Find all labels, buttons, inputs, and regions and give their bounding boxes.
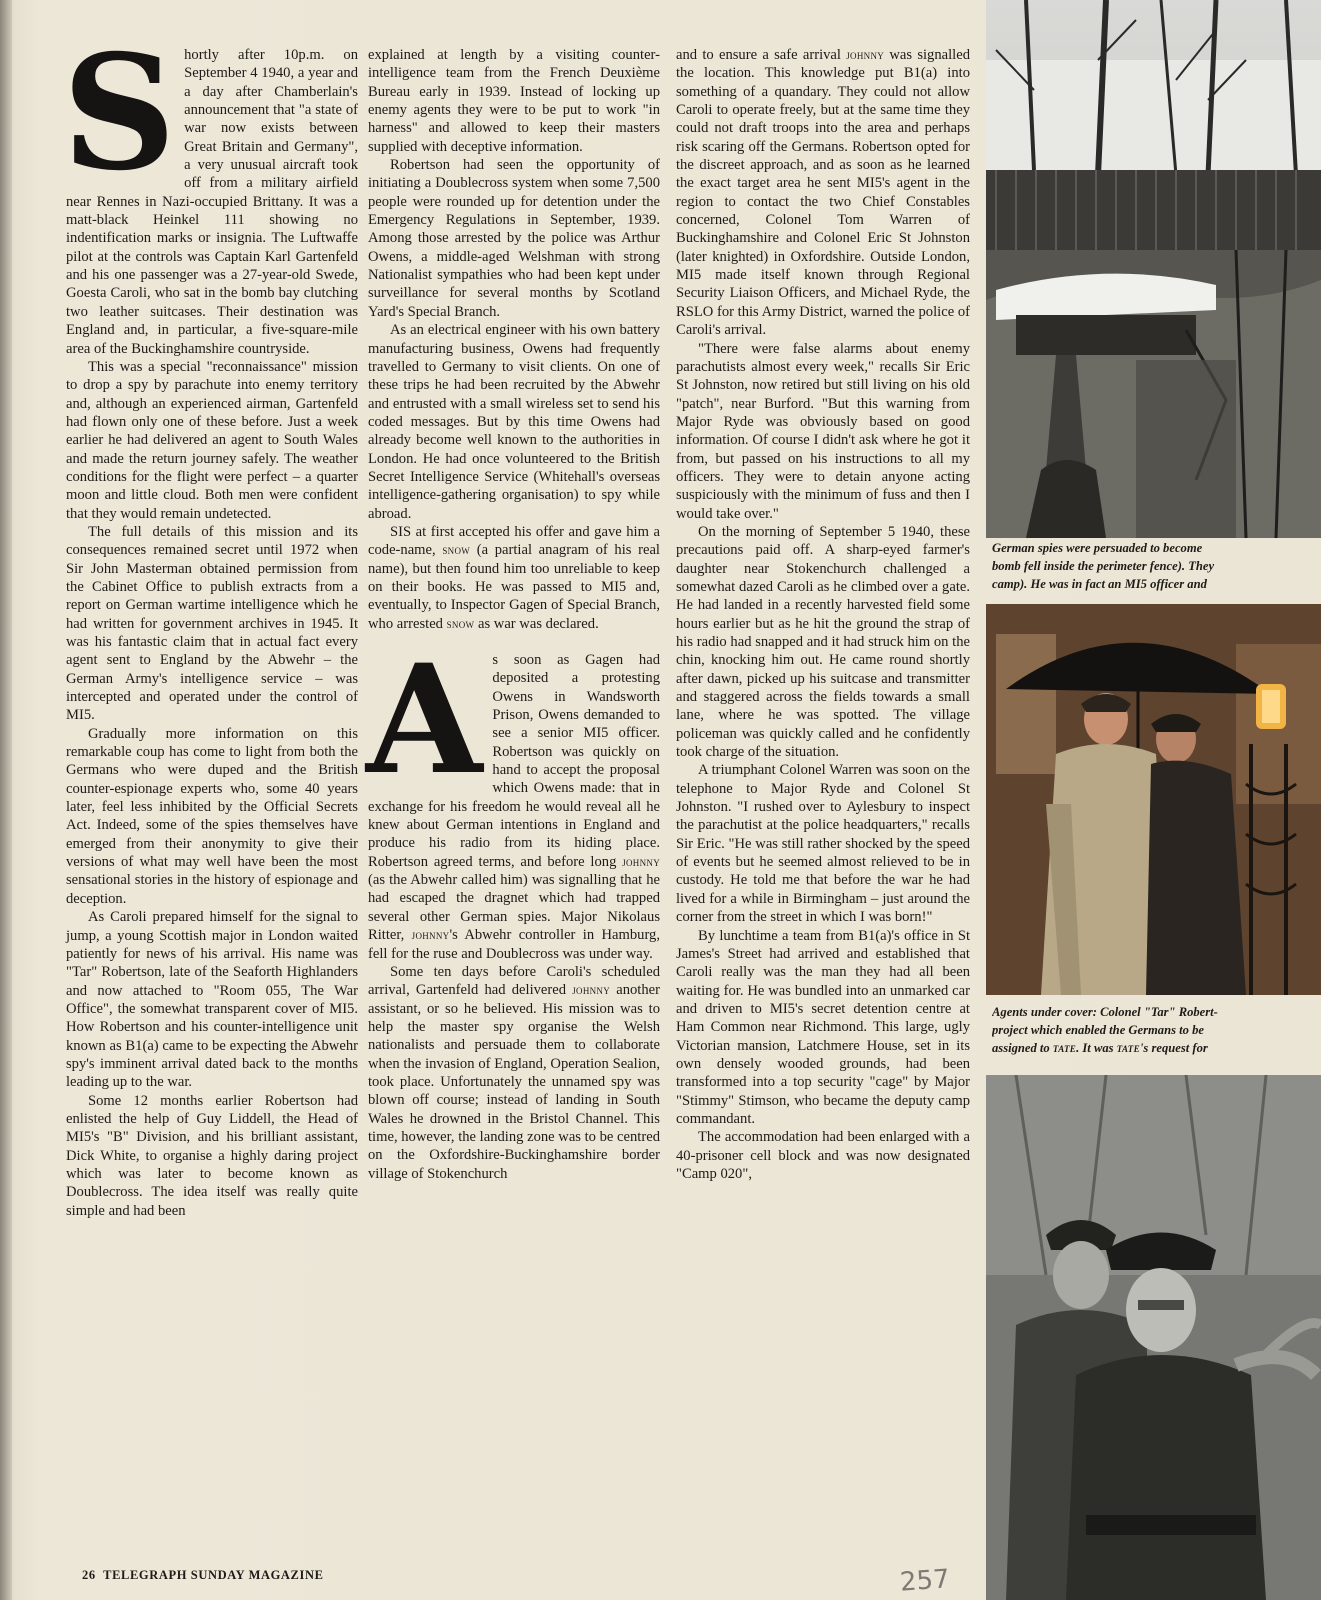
caption-line: project which enabled the Germans to be (992, 1023, 1204, 1037)
article-paragraph: Some 12 months earlier Robertson had enlisted the help of Guy Liddell, the Head of MI5's "B" Division, and his brilliant assistant, Dick White, to organise a highly daring project which was later to become known as Doublecross. The idea itself was really quite simple and had been (66, 1092, 358, 1219)
article-paragraph: Robertson had seen the opportunity of initiating a Doublecross system when some 7,500 people were rounded up for detention under the Emergency Regulations in September, 1939. Among those arrested by the police was Arthur Owens, a middle-aged Welshman with strong Nationalist sympathies who had been kept under surveillance for several months by Scotland Yard's Special Branch. (368, 157, 660, 320)
article-paragraph: By lunchtime a team from B1(a)'s office in St James's Street had arrived and established that Caroli really was the man they had all been waiting for. He was bundled into an unmarked car and driven to MI5's secret detention centre at Ham Common near Richmond. This large, ugly Victorian mansion, Latchmere House, set in its own densely wooded grounds, had been transformed into a top security "cage" by Major "Stimmy" Stimson, who became the deputy camp commandant. (676, 927, 970, 1127)
article-paragraph: explained at length by a visiting counter-intelligence team from the French Deuxième Bureau early in 1939. Instead of locking up enemy agents they were to be put to work "in harness" and allowed to keep their masters supplied with deceptive information. (368, 47, 660, 155)
article-column-3 (676, 46, 970, 1183)
page-binding-shadow (0, 0, 12, 1600)
text-run: another assistant, or so he believed. His mission was to help the master spy organise the Welsh nationalists and persuade them to collaborate when the invasion of England, Operation Sealion, took place. Unfortunately the unnamed spy was blown off course; instead of landing in South Wales he drowned in the Bristol Channel. This time, however, the landing zone was to be centred on the Oxfordshire-Buckinghamshire border village of Stokenchurch (368, 982, 660, 1182)
codename-johnny: johnny (572, 983, 611, 998)
text-run: as war was declared. (474, 615, 599, 632)
photo-agents-under-umbrella (986, 604, 1321, 995)
article-paragraph: "There were false alarms about enemy parachutists almost every week," recalls Sir Eric St Johnston, now retired but still living on his old "patch", near Burford. "But this warning from Major Ryde was obviously based on good information. Of course I didn't ask where he got it from, but passed on his instructions to all my officers. They were to detain anyone acting suspiciously with the minimum of fuss and then I would take over." (676, 340, 970, 522)
photo-umbrella-image (986, 604, 1321, 995)
caption-spies-persuaded (992, 539, 1321, 593)
publication-name: TELEGRAPH SUNDAY MAGAZINE (103, 1568, 324, 1582)
text-run: assigned to (992, 1041, 1053, 1055)
article-paragraph (368, 963, 660, 1183)
photo-officers-in-uniform (986, 1075, 1321, 1600)
page-footer (82, 1568, 324, 1583)
caption-line: bomb fell inside the perimeter fence). They (992, 559, 1215, 573)
text-run: (as the Abwehr called him) was signalling that he had escaped the dragnet which had trapped several other German spies. Major Nikolaus Ritter, (368, 872, 660, 944)
text-run: . It was (1076, 1041, 1117, 1055)
article-paragraph (676, 46, 970, 340)
article-paragraph: This was a special "reconnaissance" mission to drop a spy by parachute into enemy territory and, although an experienced airman, Gartenfeld had flown only one of these before. Just a week earlier he had delivered an agent to South Wales and made the return journey safely. The weather conditions for the flight were perfect – a quarter moon and little cloud. Both men were confident that they would remain undetected. (66, 358, 358, 522)
codename-johnny: johnny (622, 854, 660, 869)
text-run: Some ten days before Caroli's scheduled arrival, Gartenfeld had delivered (368, 963, 660, 999)
article-paragraph: The accommodation had been enlarged with a 40-prisoner cell block and was now designated "Camp 020", (676, 1129, 970, 1182)
page-number: 26 (82, 1568, 96, 1582)
photo-snowy-camp-fence (986, 0, 1321, 538)
photo-snowy-camp-image (986, 0, 1321, 538)
text-run: 's Abwehr controller in Hamburg, fell for the ruse and Doublecross was under way. (368, 927, 660, 962)
drop-cap-a: A (366, 632, 483, 808)
text-run: (a partial anagram of his real name), but then found him too unreliable to keep on their books. He was passed to MI5 and, eventually, to Inspector Gagen of Special Branch, who arrested (368, 542, 660, 632)
article-column-2 (368, 46, 660, 1183)
photo-officers-image (986, 1075, 1321, 1600)
codename-tate: tate (1116, 1041, 1140, 1055)
text-run: s soon as Gagen had deposited a protesting Owens in Wandsworth Prison, Owens demanded to see a senior MI5 officer. Robertson was quickly on hand to accept the proposal which Owens made: that in exchange for his freedom he would reveal all he knew about German intentions in England and produce his radio from its hiding place. Robertson agreed terms, and before long (368, 652, 660, 870)
codename-tate: tate (1052, 1041, 1077, 1055)
codename-johnny: johnny (846, 48, 885, 62)
article-paragraph: A triumphant Colonel Warren was soon on the telephone to Major Ryde and Colonel St Johnston. "I rushed over to Aylesbury to inspect the parachutist at the police headquarters," recalls Sir Eric. "He was still rather shocked by the speed of events but he seemed almost relieved to be in custody. He told me that before the war he had lived for a while in Birmingham – just around the corner from the street in which I was born!" (676, 762, 970, 926)
article-paragraph: Gradually more information on this remarkable coup has come to light from both the Germans who were duped and the British counter-espionage experts who, some 40 years later, feel less inhibited by the Official Secrets Act. Indeed, some of the spies themselves have emerged from their anonymity to give their versions of what may well have been the most sensational stories in the history of espionage and deception. (66, 725, 358, 907)
article-paragraph: As an electrical engineer with his own battery manufacturing business, Owens had frequently travelled to Germany to visit clients. On one of these trips he had been recruited by the Abwehr and entrusted with a small wireless set to send his coded messages. But by this time Owens had already become well known to the authorities in London. He had once volunteered to the British Secret Intelligence Service (Whitehall's overseas intelligence-gathering organisation) to spy while abroad. (368, 322, 660, 522)
text-run: was signalled the location. This knowledge put B1(a) into something of a quandary. They could not allow Caroli to operate freely, but at the same time they could not draft troops into the area and perhaps risk scaring off the Germans. Robertson opted for the discreet approach, and as soon as he learned the exact target area he sent MI5's agent in the region to contact the two Chief Constables concerned, Colonel Tom Warren of Buckinghamshire and Colonel Eric St Johnston (later knighted) in Oxfordshire. Outside London, MI5 made itself known through Regional Security Liaison Officers, and Michael Ryde, the RSLO for this Army District, warned the police of Caroli's arrival. (676, 47, 971, 339)
article-paragraph: As Caroli prepared himself for the signal to jump, a young Scottish major in London waited patiently for news of his arrival. His name was "Tar" Robertson, late of the Seaforth Highlanders and now attached to "Room 055, The War Office", the somewhat transparent cover of MI5. How Robertson and his counter-intelligence unit known as B1(a) came to be expecting the Abwehr spy's imminent arrival dated back to the months leading up to the war. (66, 909, 358, 1091)
text-run: 's request for (1139, 1041, 1208, 1055)
text-run: SIS at first accepted his offer and gave him a code-name, (368, 523, 660, 559)
codename-snow: snow (442, 543, 471, 558)
drop-cap-s: S (62, 21, 177, 206)
article-paragraph: hortly after 10p.m. on September 4 1940, a year and a day after Chamberlain's announcement that "a state of war now exists between Great Britain and Germany", a very unusual aircraft took off from a military airfield near Rennes in Nazi-occupied Brittany. It was a matt-black Heinkel 111 showing no indentification marks or insignia. The Luftwaffe pilot at the controls was Captain Karl Gartenfeld and his one passenger was a 27-year-old Swede, Goesta Caroli, who sat in the bomb bay clutching two leather suitcases. Their destination was England and, in particular, a five-square-mile area of the Buckinghamshire countryside. (66, 47, 358, 357)
caption-line: Agents under cover: Colonel "Tar" Robert- (992, 1005, 1218, 1019)
codename-johnny: johnny (411, 928, 450, 943)
article-paragraph: The full details of this mission and its consequences remained secret until 1972 when Sir John Masterman obtained permission from the Cabinet Office to publish extracts from a report on German wartime intelligence which he had written for government archives in 1945. It was his fantastic claim that in actual fact every agent sent to England by the Abwehr – the German Army's intelligence service – was intercepted and operated under the control of MI5. (66, 523, 358, 724)
caption-line (992, 1039, 1321, 1057)
caption-agents-under-cover (992, 1003, 1321, 1057)
article-paragraph (368, 523, 660, 633)
article-paragraph: On the morning of September 5 1940, these precautions paid off. A sharp-eyed farmer's daughter near Stokenchurch challenged a somewhat dazed Caroli as he climbed over a gate. He had landed in a recently harvested field some hours earlier but as he hit the ground the strap of his radio had snapped and it had struck him on the chin, knocking him out. He came round shortly after dawn, picked up his suitcase and transmitter and staggered across the fields towards a small lane, where he was spotted. The village policeman was quickly called and he confidently took charge of the situation. (676, 523, 970, 761)
caption-line: German spies were persuaded to become (992, 541, 1203, 555)
caption-line: camp). He was in fact an MI5 officer and (992, 577, 1207, 591)
codename-snow: snow (446, 616, 475, 631)
handwritten-folio-number: 257 (899, 1564, 951, 1598)
text-run: and to ensure a safe arrival (676, 47, 847, 63)
article-column-1 (62, 21, 358, 1220)
